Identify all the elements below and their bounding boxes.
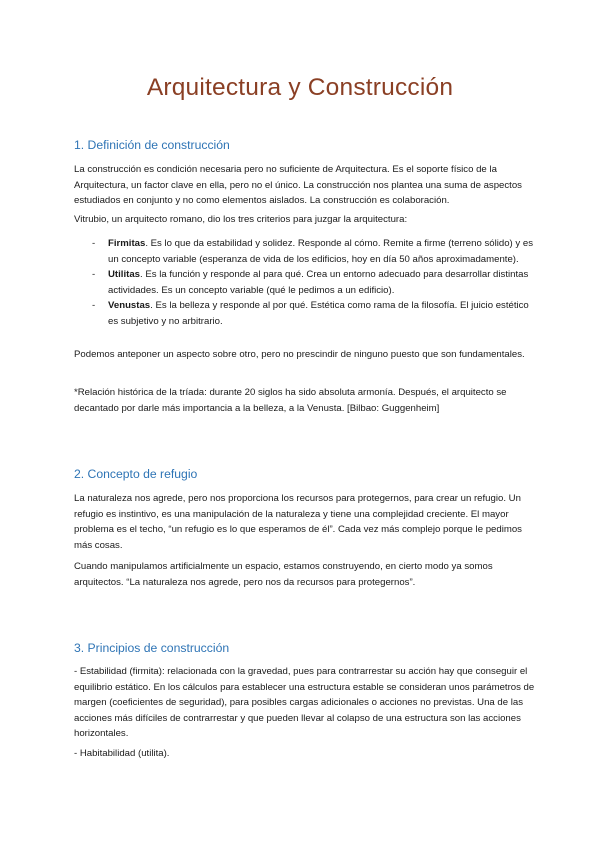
section-3-heading: 3. Principios de construcción bbox=[74, 641, 230, 655]
section-1-paragraph-2: Vitrubio, un arquitecto romano, dio los tres criterios para juzgar la arquitectura: bbox=[74, 214, 408, 225]
list-item bbox=[74, 298, 536, 329]
list-dash: - bbox=[92, 300, 96, 312]
criteria-list bbox=[74, 236, 536, 330]
list-dash: - bbox=[92, 269, 96, 281]
section-3-paragraph-1: - Estabilidad (firmita): relacionada con la gravedad, pues para contrarrestar su acción hay que conseguir el equilibrio estático. En los cálculos para establecer una estructura estable se consideran unos parámetros de margen (coeficientes de seguridad), para posibles cargas adicionales o acciones no previstas. Una de las acciones más difíciles de contrarrestar y que pueden llevar al colapso de una estructura son las acciones horizontales. bbox=[74, 666, 535, 740]
list-dash: - bbox=[92, 238, 96, 249]
document-title: Arquitectura y Construcción bbox=[146, 74, 454, 101]
list-item-term: Firmitas bbox=[108, 238, 146, 249]
section-1-heading: 1. Definición de construcción bbox=[74, 138, 230, 152]
list-item-text: . Es lo que da estabilidad y solidez. Responde al cómo. Remite a firme (terreno sólido) y es un concepto variable (esperanza de vida de los edificios, hoy en día 50 años aproximadamente). bbox=[108, 238, 533, 265]
section-1-paragraph-3: Podemos anteponer un aspecto sobre otro, pero no prescindir de ninguno puesto que son fundamentales. bbox=[74, 349, 525, 360]
list-item bbox=[74, 267, 536, 298]
section-2-paragraph-1: La naturaleza nos agrede, pero nos proporciona los recursos para protegernos, para crear un refugio. Un refugio es instintivo, es una manipulación de la naturaleza y tiene una complejidad creciente. El mayor problema es el techo, “un refugio es lo que esperamos de él”. Cada vez más complejo porque le pedimos más cosas. bbox=[74, 493, 522, 551]
section-1-note: *Relación histórica de la tríada: durante 20 siglos ha sido absoluta armonía. Después, el arquitecto se decantado por darle más importancia a la belleza, a la Venusta. [Bilbao: Guggenheim] bbox=[74, 387, 507, 414]
list-item-text: . Es la belleza y responde al por qué. Estética como rama de la filosofía. El juicio estético es subjetivo y no arbitrario. bbox=[108, 300, 529, 327]
section-1-paragraph-1: La construcción es condición necesaria pero no suficiente de Arquitectura. Es el soporte físico de la Arquitectura, un factor clave en ella, pero no el único. La construcción nos plantea una suma de aspectos estudiados en conjunto y no como elementos aislados. La construcción es colaboración. bbox=[74, 164, 522, 207]
section-2-heading: 2. Concepto de refugio bbox=[74, 467, 198, 481]
section-3-paragraph-2: - Habitabilidad (utilita). bbox=[74, 748, 170, 759]
list-item bbox=[74, 236, 536, 267]
list-item-term: Utilitas bbox=[108, 269, 140, 281]
list-item-text: . Es la función y responde al para qué. Crea un entorno adecuado para desarrollar distintas actividades. Es un concepto variable (qué le pedimos a un edificio). bbox=[108, 269, 529, 296]
section-2-paragraph-2: Cuando manipulamos artificialmente un espacio, estamos construyendo, en cierto modo ya somos arquitectos. “La naturaleza nos agrede, pero nos da recursos para protegernos”. bbox=[74, 561, 493, 588]
list-item-term: Venustas bbox=[108, 300, 151, 312]
